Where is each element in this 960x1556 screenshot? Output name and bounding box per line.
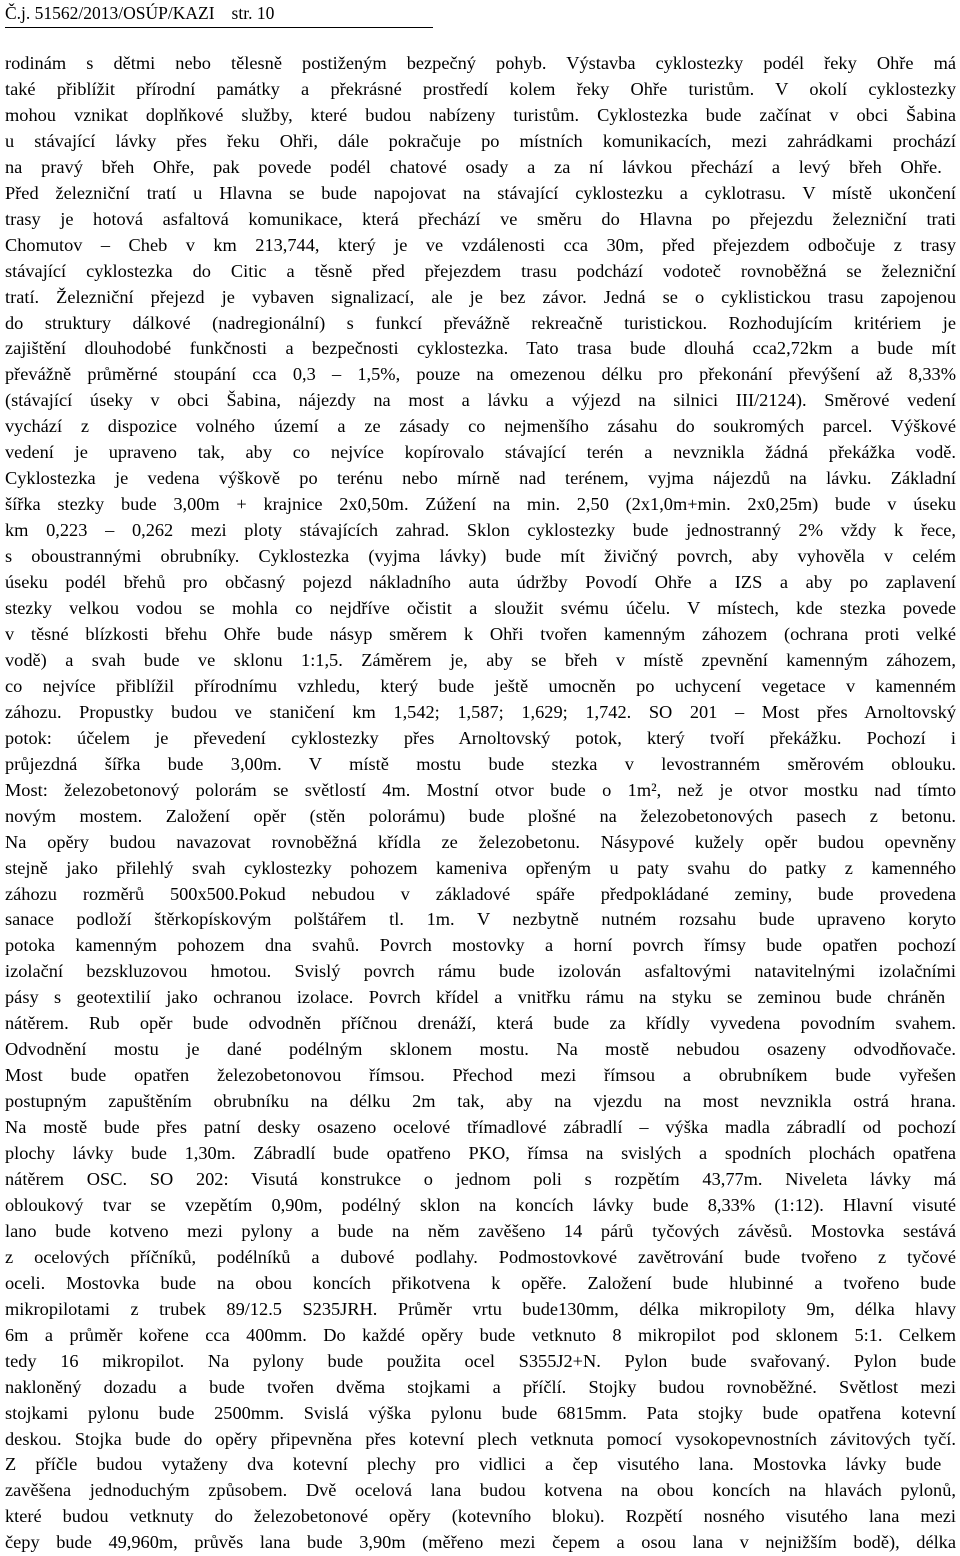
body-line: vedení je upraveno tak, aby co nejvíce kopírovalo stávající terén a nevznikla žádná překážka vodě. xyxy=(5,442,956,463)
body-line: Před železniční tratí u Hlavna se bude napojovat na stávající cyklostezku a cyklotrasu. V místě ukončení xyxy=(5,182,956,203)
body-line: u stávající lávky přes řeku Ohři, dále pokračuje po místních komunikacích, mezi zahrádkami prochází xyxy=(5,130,956,151)
body-line: sanace podloží štěrkopískovým polštářem tl. 1m. V nezbytně nutném rozsahu bude upraveno koryto xyxy=(5,909,956,930)
body-line: z ocelových příčníků, podélníků a dubové podlahy. Podmostovkové zavětrování bude tvořeno z tyčové xyxy=(5,1246,956,1267)
body-line: nátěrem. Rub opěr bude odvodněn příčnou drenáží, která bude za křídly vyvedena povodním svahem. xyxy=(5,1013,956,1034)
body-line: Na opěry budou navazovat rovnoběžná křídla ze železobetonu. Násypové kužely opěr budou opevněny xyxy=(5,831,956,852)
body-line: (stávající úseky v obci Šabina, nájezdy na most a lávku a výjezd na silnici III/2124). Směrové vedení xyxy=(5,390,956,411)
body-line: na pravý břeh Ohře, pak povede podél chatové osady a za ní lávkou přechází a levý břeh Ohře. xyxy=(5,156,942,177)
body-line: Chomutov – Cheb v km 213,744, který je ve vzdálenosti cca 30m, před přejezdem odbočuje z trasy xyxy=(5,234,956,255)
body-line: nátěrem OSC. SO 202: Visutá konstrukce o jednom poli s rozpětím 43,77m. Niveleta lávky má xyxy=(5,1168,956,1189)
body-line: izolační bezskluzovou hmotou. Svislý povrch rámu bude izolován asfaltovými natavitelnými izolačními xyxy=(5,961,956,982)
body-line: postupným zapuštěním obrubníku na délku 2m tak, aby na vjezdu na most nevznikla ostrá hrana. xyxy=(5,1091,956,1112)
body-line: plochy lávky bude 1,30m. Zábradlí bude opatřeno PKO, římsa na svislých a spodních plochách opatřena xyxy=(5,1143,956,1164)
body-line: Most: železobetonový polorám se světlostí 4m. Mostní otvor bude o 1m², než je otvor mostku nad tímto xyxy=(5,779,956,800)
body-line: 6m a průměr kořene cca 400mm. Do každé opěry bude vetknuto 8 mikropilot pod sklonem 5:1. Celkem xyxy=(5,1324,956,1345)
body-line: převážně průměrné stoupání cca 0,3 – 1,5%, pouze na omezenou délku pro překonání převýšení až 8,33% xyxy=(5,364,956,385)
body-line: do struktury dálkové (nadregionální) s funkcí převážně rekreačně turistickou. Rozhodujícím kritériem je xyxy=(5,312,956,333)
body-line: záhozu. Propustky budou ve staničení km 1,542; 1,587; 1,629; 1,742. SO 201 – Most přes Arnoltovský xyxy=(5,701,956,722)
body-line: co nejvíce přiblížil přírodnímu vzhledu, který bude ještě umocněn po uchycení vegetace v kamenném xyxy=(5,675,956,696)
body-line: záhozu rozměrů 500x500.Pokud nebudou v základové spáře předpokládané zeminy, bude provedena xyxy=(5,883,956,904)
body-line: potoka kamenným pohozem dna svahů. Povrch mostovky a horní povrch římsy bude opatřen pochozí xyxy=(5,935,956,956)
page-header xyxy=(5,3,274,23)
body-line: tratí. Železniční přejezd je vybaven signalizací, ale je bez závor. Jedná se o cyklistickou trasu zapojenou xyxy=(5,286,956,307)
body-line: Z příčle budou vytaženy dva kotevní plechy pro vidlici a čep visutého lana. Mostovka lávky bude xyxy=(5,1454,942,1475)
body-line: Odvodnění mostu je dané podélným sklonem mostu. Na mostě nebudou osazeny odvodňovače. xyxy=(5,1039,956,1060)
body-line: průjezdná šířka bude 3,00m. V místě mostu bude stezka v levostranném směrovém oblouku. xyxy=(5,753,956,774)
body-line: novým mostem. Založení opěr (stěn polorámu) bude plošné na železobetonových pasech z betonu. xyxy=(5,805,956,826)
page-number: str. 10 xyxy=(231,3,275,23)
body-line: zavěšena jednoduchým způsobem. Dvě ocelová lana budou kotvena na obou koncích na hlavách pylonů, xyxy=(5,1480,956,1501)
body-line: potok: účelem je převedení cyklostezky přes Arnoltovský potok, který tvoří překážku. Pochozí i xyxy=(5,727,956,748)
body-line: úseku podél břehů pro občasný pojezd nákladního auta údržby Povodí Ohře a IZS a aby po zaplavení xyxy=(5,572,956,593)
body-line: km 0,223 – 0,262 mezi ploty stávajících zahrad. Sklon cyklostezky bude jednostranný 2% vždy k řece, xyxy=(5,520,956,541)
body-line: zajištění dlouhodobé funkčnosti a bezpečnosti cyklostezka. Tato trasa bude dlouhá cca2,72km a bude mít xyxy=(5,338,956,359)
reference-number: Č.j. 51562/2013/OSÚP/KAZI xyxy=(5,3,215,23)
body-line: Na mostě bude přes patní desky osazeno ocelové třímadlové zábradlí – výška madla zábradlí od pochozí xyxy=(5,1117,956,1138)
body-line: v těsné blízkosti břehu Ohře bude násyp směrem k Ohři tvořen kamenným záhozem (ochrana proti velké xyxy=(5,623,956,644)
body-line: Most bude opatřen železobetonovou římsou. Přechod mezi římsou a obrubníkem bude vyřešen xyxy=(5,1065,956,1086)
body-line: tedy 16 mikropilot. Na pylony bude použita ocel S355J2+N. Pylon bude svařovaný. Pylon bude xyxy=(5,1350,956,1371)
body-line: lano bude kotveno mezi pylony a bude na něm zavěšeno 14 párů tyčových závěsů. Mostovka sestává xyxy=(5,1220,956,1241)
body-line: oceli. Mostovka bude na obou koncích přikotvena k opěře. Založení bude hlubinné a tvořeno bude xyxy=(5,1272,956,1293)
body-line: nakloněný dozadu a bude tvořen dvěma stojkami a příčlí. Stojky budou rovnoběžné. Světlost mezi xyxy=(5,1376,956,1397)
body-line: rodinám s dětmi nebo tělesně postiženým bezpečný pohyb. Výstavba cyklostezky podél řeky Ohře má xyxy=(5,53,956,73)
body-line: pásy s geotextilií jako ochranou izolace. Povrch křídel a vnitřku rámu na styku se zeminou bude chráněn xyxy=(5,987,946,1008)
body-line: čepy bude 49,960m, průvěs lana bude 3,90m (měřeno mezi čepem a osou lana v nejnižším bodě), délka xyxy=(5,1532,956,1553)
body-line: stojkami pylonu bude 2500mm. Svislá výška pylonu bude 6815mm. Pata stojky bude opatřena kotevní xyxy=(5,1402,956,1423)
body-line: stejně jako přilehlý svah cyklostezky pohozem kameniva opřeným u paty svahu do patky z kamenného xyxy=(5,857,956,878)
body-line: s oboustrannými obrubníky. Cyklostezka (vyjma lávky) bude mít živičný povrch, aby vyhověla v celém xyxy=(5,546,956,567)
header-rule xyxy=(5,27,433,28)
body-line: mikropilotami z trubek 89/12.5 S235JRH. Průměr vrtu bude130mm, délka mikropiloty 9m, délka hlavy xyxy=(5,1298,956,1319)
body-text xyxy=(5,51,956,1556)
body-line: vychází z dispozice volného území a ze zásady co nejmenšího zásahu do soukromých parcel. Výškové xyxy=(5,416,956,437)
body-line: trasy je hotová asfaltová komunikace, která přechází ve směru do Hlavna po přejezdu železniční trati xyxy=(5,208,956,229)
body-line: mohou vznikat doplňkové služby, které budou nabízeny turistům. Cyklostezka bude začínat v obci Šabina xyxy=(5,104,956,125)
body-line: které budou vetknuty do železobetonové opěry (kotevního bloku). Rozpětí nosného visutého lana mezi xyxy=(5,1506,956,1527)
body-line: vodě) a svah bude ve sklonu 1:1,5. Záměrem je, aby se břeh v místě zpevnění kamenným záhozem, xyxy=(5,649,956,670)
body-line: šířka stezky bude 3,00m + krajnice 2x0,50m. Zúžení na min. 2,50 (2x1,0m+min. 2x0,25m) bude v úseku xyxy=(5,494,956,515)
body-line: deskou. Stojka bude do opěry připevněna přes kotevní plech vetknuta pomocí vysokopevnostních závitových tyčí. xyxy=(5,1428,956,1449)
body-line: stávající cyklostezka do Citic a těsně před přejezdem trasu podchází vodoteč rovnoběžná se železniční xyxy=(5,260,956,281)
body-line: obloukový tvar se vzepětím 0,90m, podélný sklon na koncích lávky bude 8,33% (1:12). Hlavní visuté xyxy=(5,1194,956,1215)
body-line: Cyklostezka je vedena výškově po terénu nebo mírně nad terénem, vyjma nájezdů na lávku. Základní xyxy=(5,468,956,489)
body-line: také přiblížit přírodní památky a překrásné prostředí kolem řeky Ohře turistům. V okolí cyklostezky xyxy=(5,78,956,99)
body-line: stezky velkou vodou se mohla co nejdříve očistit a sloužit svému účelu. V místech, kde stezka povede xyxy=(5,598,956,619)
